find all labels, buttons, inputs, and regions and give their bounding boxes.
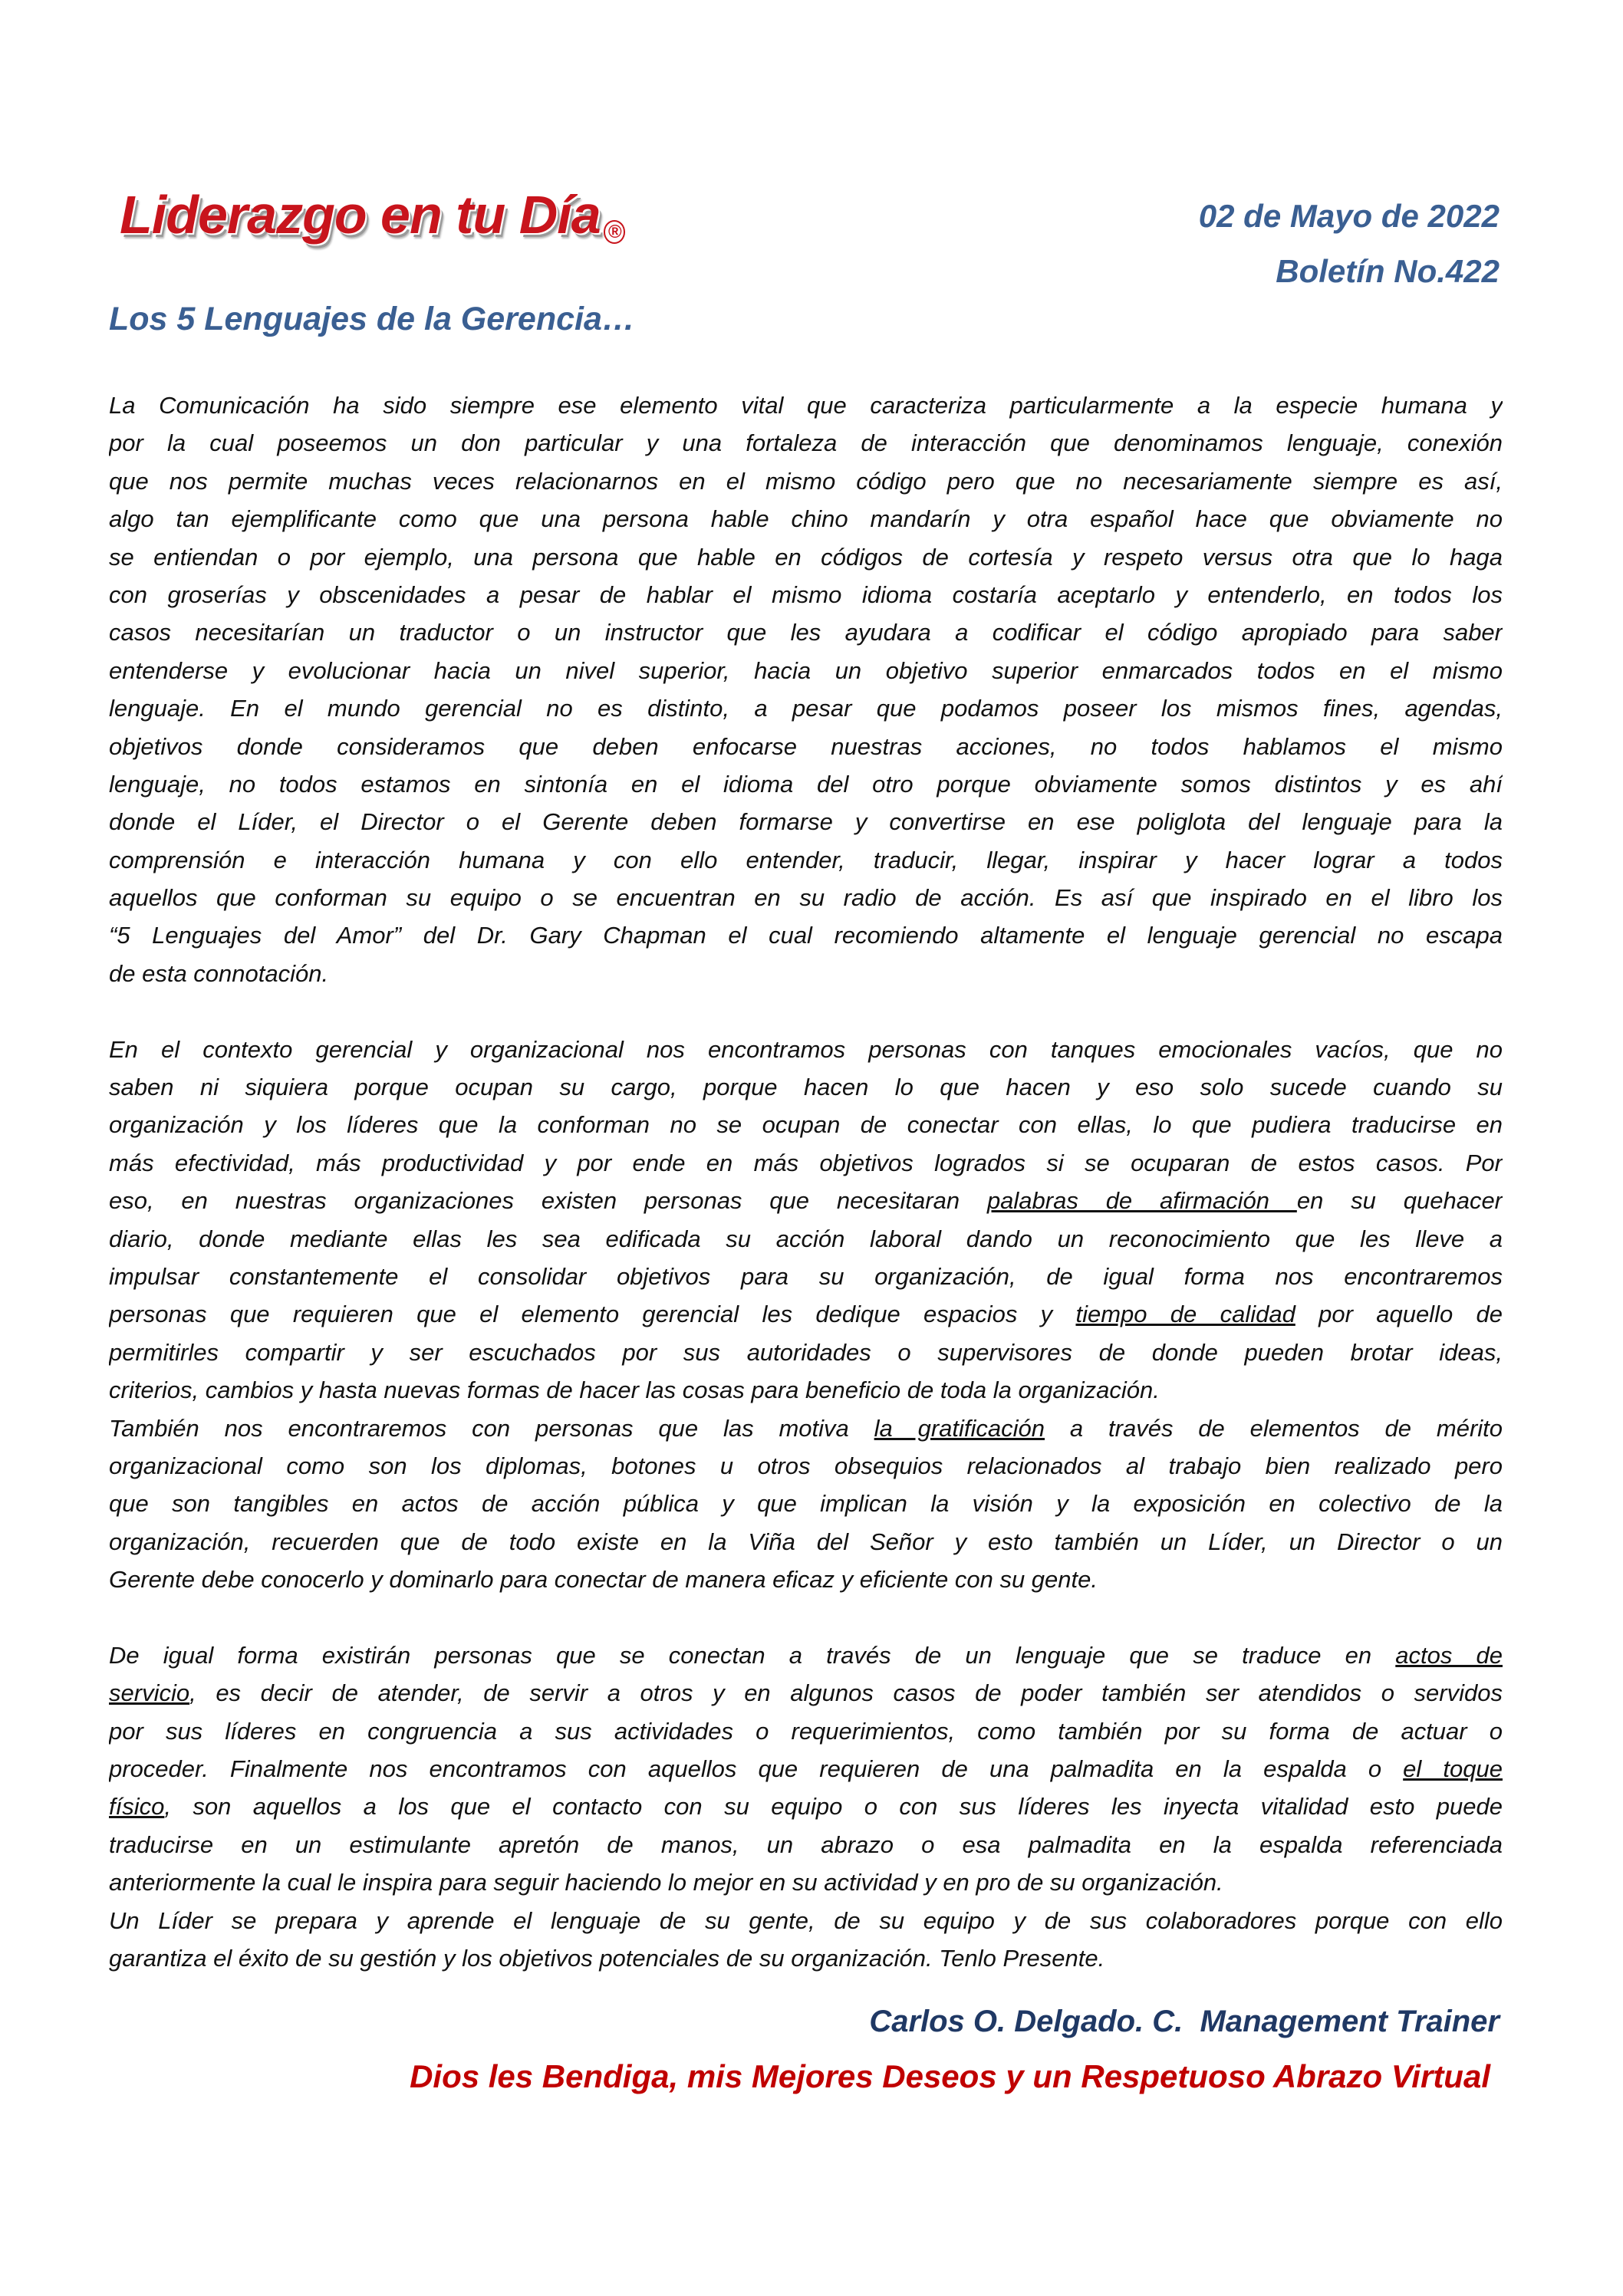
text-segment: proceder. Finalmente nos encontramos con aquellos que requieren de una palmadita en la espalda o [109, 1755, 1404, 1783]
text-segment: Gerente debe conocerlo y dominarlo para conectar de manera eficaz y eficiente con su gente. [109, 1566, 1098, 1594]
text-line [109, 424, 1503, 462]
text-line [109, 916, 1503, 954]
text-segment: con groserías y obscenidades a pesar de hablar el mismo idioma costaría aceptarlo y entenderlo, en todos los [109, 581, 1503, 608]
underlined-term: palabras de afirmación [986, 1187, 1297, 1215]
text-line [109, 1863, 1503, 1901]
text-line [109, 1561, 1503, 1598]
text-segment: En el contexto gerencial y organizacional nos encontramos personas con tanques emocionales vacíos, que no [109, 1035, 1503, 1063]
text-line [109, 1182, 1503, 1219]
text-segment: , es decir de atender, de servir a otros y en algunos casos de poder también ser atendidos o servidos [189, 1679, 1503, 1707]
underlined-term: el toque [1403, 1755, 1503, 1783]
text-segment: que nos permite muchas veces relacionarnos en el mismo código pero que no necesariamente siempre es así, [109, 467, 1503, 495]
text-line [109, 1410, 1503, 1447]
text-line [109, 652, 1503, 689]
text-line [109, 1334, 1503, 1371]
text-line [109, 1712, 1503, 1750]
text-segment: donde el Líder, el Director o el Gerente deben formarse y convertirse en ese poliglota del lenguaje para la [109, 808, 1503, 836]
text-segment: aquellos que conforman su equipo o se encuentran en su radio de acción. Es así que inspirado en el libro los [109, 884, 1503, 912]
text-line [109, 462, 1503, 500]
logo [120, 184, 625, 245]
text-line [109, 1750, 1503, 1788]
underlined-term: tiempo de calidad [1075, 1301, 1295, 1328]
underlined-term: servicio [109, 1679, 190, 1707]
text-line [109, 1523, 1503, 1561]
text-line [109, 1636, 1503, 1674]
text-line [109, 1258, 1503, 1295]
text-line [109, 689, 1503, 727]
text-line [109, 1674, 1503, 1712]
text-segment: entenderse y evolucionar hacia un nivel superior, hacia un objetivo superior enmarcados todos en el mismo [109, 656, 1503, 684]
text-segment: impulsar constantemente el consolidar objetivos para su organización, de igual forma nos encontraremos [109, 1262, 1503, 1290]
text-line [109, 1485, 1503, 1522]
author-signature: Carlos O. Delgado. C. Management Trainer [869, 2005, 1500, 2038]
text-line [109, 1220, 1503, 1258]
issue-date: 02 de Mayo de 2022 [1198, 198, 1500, 234]
text-segment: más efectividad, más productividad y por ende en más objetivos logrados si se ocuparan de estos casos. Por [109, 1149, 1503, 1176]
text-segment: saben ni siquiera porque ocupan su cargo, porque hacen lo que hacen y eso solo sucede cuando su [109, 1074, 1503, 1101]
closing-blessing: Dios les Bendiga, mis Mejores Deseos y un Respetuoso Abrazo Virtual [410, 2058, 1490, 2094]
text-segment: lenguaje, no todos estamos en sintonía en el idioma del otro porque obviamente somos distintos y es ahí [109, 770, 1503, 798]
article-body [109, 387, 1503, 1977]
text-segment: criterios, cambios y hasta nuevas formas de hacer las cosas para beneficio de toda la organización. [109, 1377, 1160, 1404]
paragraph [109, 1031, 1503, 1599]
text-segment: anteriormente la cual le inspira para seguir haciendo lo mejor en su actividad y en pro de su organización. [109, 1869, 1223, 1896]
underlined-term: físico [109, 1793, 165, 1821]
text-line [109, 1939, 1503, 1977]
text-segment: De igual forma existirán personas que se conectan a través de un lenguaje que se traduce en [109, 1641, 1396, 1669]
text-segment: por aquello de [1295, 1301, 1503, 1328]
text-segment: organización, recuerden que de todo existe en la Viña del Señor y esto también un Líder, un Director o un [109, 1528, 1503, 1555]
text-segment: que son tangibles en actos de acción pública y que implican la visión y la exposición en colectivo de la [109, 1490, 1503, 1518]
text-segment: en su quehacer [1296, 1187, 1503, 1215]
text-line [109, 1371, 1503, 1409]
text-line [109, 500, 1503, 538]
text-segment: comprensión e interacción humana y con ello entender, traducir, llegar, inspirar y hacer lograr a todos [109, 846, 1503, 873]
text-line [109, 387, 1503, 424]
text-line [109, 728, 1503, 765]
text-line [109, 1902, 1503, 1939]
text-segment: traducirse en un estimulante apretón de manos, un abrazo o esa palmadita en la espalda referenciada [109, 1831, 1503, 1858]
text-line [109, 1447, 1503, 1485]
text-segment: lenguaje. En el mundo gerencial no es distinto, a pesar que podamos poseer los mismos fines, agendas, [109, 695, 1503, 722]
text-segment: por sus líderes en congruencia a sus actividades o requerimientos, como también por su forma de actuar o [109, 1717, 1503, 1745]
text-segment: La Comunicación ha sido siempre ese elemento vital que caracteriza particularmente a la especie humana y [109, 392, 1503, 419]
text-segment: organización y los líderes que la conforman no se ocupan de conectar con ellas, lo que pudiera traducirse en [109, 1111, 1503, 1139]
paragraph [109, 387, 1503, 992]
text-segment: algo tan ejemplificante como que una persona hable chino mandarín y otra español hace que obviamente no [109, 505, 1503, 533]
text-segment: por la cual poseemos un don particular y una fortaleza de interacción que denominamos lenguaje, conexión [109, 429, 1503, 457]
paragraph-gap [109, 992, 1503, 1030]
text-segment: diario, donde mediante ellas les sea edificada su acción laboral dando un reconocimiento que les lleve a [109, 1225, 1503, 1252]
text-line [109, 879, 1503, 916]
text-segment: Un Líder se prepara y aprende el lenguaje de su gente, de su equipo y de sus colaboradores porque con ello [109, 1906, 1503, 1934]
text-line [109, 576, 1503, 613]
text-line [109, 765, 1503, 803]
text-segment: a través de elementos de mérito [1045, 1414, 1503, 1442]
registered-mark: ® [604, 220, 626, 244]
text-segment: de esta connotación. [109, 959, 329, 987]
bulletin-number: Boletín No.422 [1276, 253, 1500, 289]
logo-text: Liderazgo en tu Día [120, 185, 601, 245]
paragraph [109, 1636, 1503, 1978]
text-segment: garantiza el éxito de su gestión y los objetivos potenciales de su organización. Tenlo Presente. [109, 1945, 1105, 1972]
text-line [109, 613, 1503, 651]
text-segment: , son aquellos a los que el contacto con su equipo o con sus líderes les inyecta vitalidad esto puede [164, 1793, 1503, 1821]
text-line [109, 1788, 1503, 1825]
text-segment: permitirles compartir y ser escuchados por sus autoridades o supervisores de donde pueden brotar ideas, [109, 1338, 1503, 1366]
article-title: Los 5 Lenguajes de la Gerencia… [109, 301, 635, 337]
text-line [109, 1068, 1503, 1106]
text-line [109, 1144, 1503, 1182]
text-segment: se entiendan o por ejemplo, una persona que hable en códigos de cortesía y respeto versus otra que lo haga [109, 543, 1503, 571]
text-segment: “5 Lenguajes del Amor” del Dr. Gary Chapman el cual recomiendo altamente el lenguaje gerencial no escapa [109, 922, 1503, 949]
text-segment: También nos encontraremos con personas que las motiva [109, 1414, 874, 1442]
text-line [109, 538, 1503, 576]
text-line [109, 955, 1503, 992]
text-segment: objetivos donde consideramos que deben enfocarse nuestras acciones, no todos hablamos el mismo [109, 732, 1503, 760]
text-line [109, 803, 1503, 840]
underlined-term: la gratificación [874, 1414, 1045, 1442]
underlined-term: actos de [1395, 1641, 1503, 1669]
text-segment: organizacional como son los diplomas, botones u otros obsequios relacionados al trabajo bien realizado pero [109, 1452, 1503, 1479]
text-segment: personas que requieren que el elemento gerencial les dedique espacios y [109, 1301, 1076, 1328]
text-line [109, 1826, 1503, 1863]
paragraph-gap [109, 1599, 1503, 1636]
text-line [109, 1295, 1503, 1333]
text-segment: eso, en nuestras organizaciones existen personas que necesitaran [109, 1187, 987, 1215]
text-line [109, 1031, 1503, 1068]
text-segment: casos necesitarían un traductor o un instructor que les ayudara a codificar el código apropiado para saber [109, 619, 1503, 646]
text-line [109, 841, 1503, 879]
text-line [109, 1106, 1503, 1143]
